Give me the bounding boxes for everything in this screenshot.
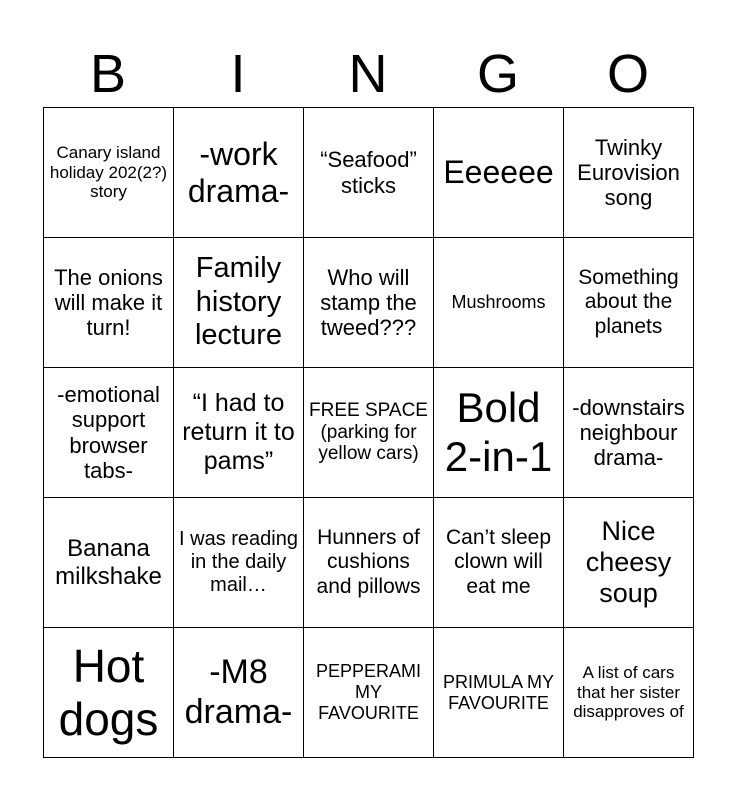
bingo-cell[interactable]: PRIMULA MY FAVOURITE — [434, 628, 564, 758]
header-letter-g: G — [476, 44, 519, 104]
bingo-cell[interactable]: Hot dogs — [44, 628, 174, 758]
bingo-cell[interactable]: Banana milkshake — [44, 498, 174, 628]
bingo-cell[interactable]: Mushrooms — [434, 238, 564, 368]
bingo-cell[interactable]: “I had to return it to pams” — [174, 368, 304, 498]
header-letter-n: N — [348, 44, 388, 104]
bingo-cell[interactable]: Family history lecture — [174, 238, 304, 368]
header-letter-o: O — [606, 44, 649, 104]
bingo-cell[interactable]: -M8 drama- — [174, 628, 304, 758]
bingo-cell[interactable]: Can’t sleep clown will eat me — [434, 498, 564, 628]
bingo-cell[interactable]: A list of cars that her sister disapproves of — [564, 628, 694, 758]
bingo-cell[interactable]: Who will stamp the tweed??? — [304, 238, 434, 368]
grid-row — [44, 498, 694, 628]
bingo-cell[interactable]: The onions will make it turn! — [44, 238, 174, 368]
bingo-cell[interactable]: Hunners of cushions and pillows — [304, 498, 434, 628]
bingo-cell[interactable]: FREE SPACE (parking for yellow cars) — [304, 368, 434, 498]
bingo-header — [43, 40, 693, 108]
header-letter-b: B — [89, 44, 127, 104]
bingo-cell[interactable]: Eeeeee — [434, 108, 564, 238]
grid-row — [44, 238, 694, 368]
bingo-cell[interactable]: PEPPERAMI MY FAVOURITE — [304, 628, 434, 758]
grid-row — [44, 628, 694, 758]
bingo-grid — [43, 107, 694, 758]
bingo-cell[interactable]: Canary island holiday 202(2?) story — [44, 108, 174, 238]
grid-row — [44, 368, 694, 498]
bingo-cell[interactable]: -emotional support browser tabs- — [44, 368, 174, 498]
bingo-cell[interactable]: -work drama- — [174, 108, 304, 238]
bingo-cell[interactable]: -downstairs neighbour drama- — [564, 368, 694, 498]
bingo-cell[interactable]: Something about the planets — [564, 238, 694, 368]
bingo-cell[interactable]: Nice cheesy soup — [564, 498, 694, 628]
bingo-cell[interactable]: Twinky Eurovision song — [564, 108, 694, 238]
bingo-cell[interactable]: I was reading in the daily mail… — [174, 498, 304, 628]
bingo-cell[interactable]: “Seafood” sticks — [304, 108, 434, 238]
header-letter-i: I — [230, 44, 246, 104]
bingo-cell[interactable]: Bold 2-in-1 — [434, 368, 564, 498]
grid-row — [44, 108, 694, 238]
